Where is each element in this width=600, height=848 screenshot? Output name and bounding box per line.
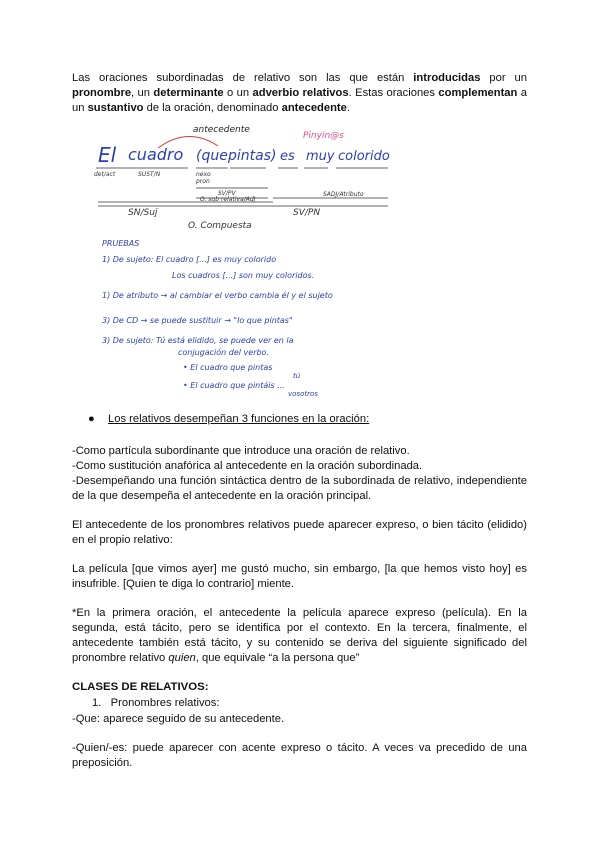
sketch-sust: SUST/N [138, 171, 161, 178]
que-paragraph: -Que: aparece seguido de su antecedente. [72, 713, 285, 725]
handwritten-analysis-image [88, 120, 418, 402]
function-item: -Como partícula subordinante que introduce una oración de relativo. [72, 445, 410, 457]
sketch-p4e: tú [293, 372, 301, 380]
example-paragraph: La película [que vimos ayer] me gustó mucho, sin embargo, [la que hemos visto hoy] es insufrible. [Quien te diga lo contrario] miente. [72, 563, 527, 590]
sketch-colorido: colorido [338, 149, 390, 164]
clases-heading: CLASES DE RELATIVOS: [72, 681, 209, 693]
sketch-svpv: SV/PV [218, 190, 236, 197]
sketch-que: (que [196, 148, 228, 164]
sketch-p3: 3) De CD → se puede sustituir → "lo que pintas" [102, 316, 293, 325]
sketch-antecedente: antecedente [193, 125, 250, 135]
intro-paragraph: Las oraciones subordinadas de relativo son las que están introducidas por un pronombre, un determinante o un adverbio relativos. Estas oraciones complementan a un sustantivo de la oración, denominado antecedente. [72, 72, 527, 114]
sketch-snsuj: SN/Suj [128, 208, 158, 218]
sketch-ocomp: O. Compuesta [188, 221, 252, 231]
sketch-el: El [98, 143, 117, 167]
sketch-es: es [280, 149, 295, 164]
numbered-item-1: 1. Pronombres relativos: [92, 697, 220, 709]
sketch-pruebas: PRUEBAS [102, 239, 140, 248]
sketch-pintas: pintas) [228, 148, 277, 164]
sketch-p4b: conjugación del verbo. [178, 348, 269, 357]
explain-paragraph: *En la primera oración, el antecedente la película aparece expreso (película). En la segunda, está tácito, pero se identifica por el contexto. En la tercera, finalmente, el antecedente también está tácito, y su contenido se deriva del siguiente significado del pronombre relativo quien, que equivale “a la persona que” [72, 607, 527, 664]
functions-bullet: ● Los relativos desempeñan 3 funciones en la oración: [88, 413, 370, 425]
antecedente-paragraph: El antecedente de los pronombres relativos puede aparecer expreso, o bien tácito (elidido) en el propio relativo: [72, 519, 527, 546]
function-item: -Desempeñando una función sintáctica dentro de la subordinada de relativo, independiente de la que desempeña el antecedente en la oración principal. [72, 475, 527, 502]
sketch-osub: O. sub relativa/AdJ [200, 196, 256, 203]
sketch-sadj: SADJ/Atributo [323, 191, 364, 198]
function-item: -Como sustitución anafórica al antecedente en la oración subordinada. [72, 460, 423, 472]
sketch-p4a: 3) De sujeto: Tú está elidido, se puede ver en la [102, 336, 294, 345]
functions-list [72, 444, 527, 504]
sketch-pron: pron [196, 178, 210, 185]
sketch-svpn: SV/PN [293, 208, 321, 218]
sketch-p1a: 1) De sujeto: El cuadro [...] es muy colorido [102, 255, 277, 264]
sketch-p4f: vosotros [288, 390, 318, 398]
sketch-p2: 1) De atributo → al cambiar el verbo cambia él y el sujeto [102, 291, 333, 300]
sketch-p4d: • El cuadro que pintáis ... [183, 381, 285, 390]
sketch-cuadro: cuadro [128, 145, 184, 164]
sketch-nexo: nexo [196, 171, 211, 178]
quien-paragraph: -Quien/-es: puede aparecer con acente expreso o tácito. A veces va precedido de una preposición. [72, 742, 527, 769]
sketch-pinyino: Pinyin@s [303, 131, 344, 141]
sketch-det: det/act [94, 171, 116, 178]
sketch-p1b: Los cuadros [...] son muy coloridos. [172, 271, 315, 280]
sketch-p4c: • El cuadro que pintas [183, 363, 273, 372]
bullet-dot-icon: ● [88, 413, 95, 425]
sketch-muy: muy [306, 149, 335, 164]
